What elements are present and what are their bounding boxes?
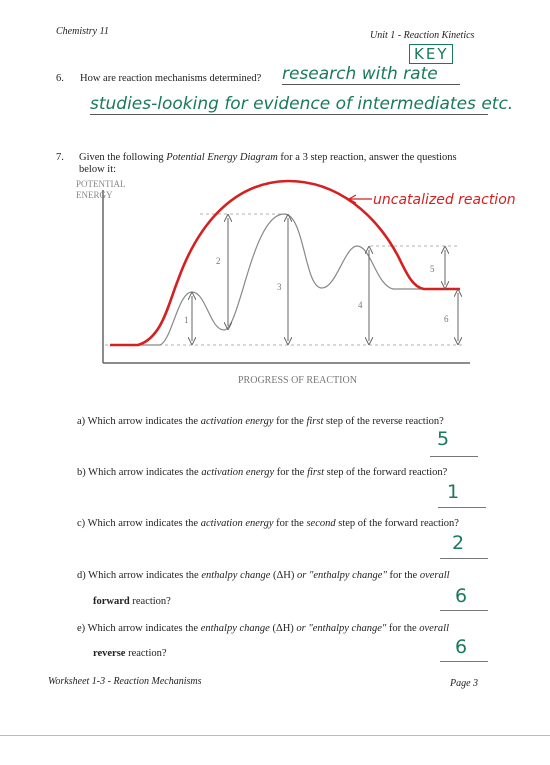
- question-c: [77, 518, 459, 529]
- key-stamp: KEY: [409, 44, 453, 64]
- question-e-line2: [93, 648, 167, 659]
- question-b-suffix: step of the forward reaction?: [324, 467, 448, 478]
- page-edge: [0, 735, 550, 736]
- question-e-suffix: for the: [386, 623, 420, 634]
- question-c-em2: second: [306, 518, 336, 529]
- answer-e-line: [440, 660, 488, 662]
- question-d-em3: overall: [419, 570, 450, 581]
- q7-number: 7.: [56, 152, 64, 163]
- q7-text-em: Potential Energy Diagram: [166, 152, 278, 163]
- y-axis-label-2: ENERGY: [76, 190, 113, 200]
- arrow-label-5: 5: [430, 264, 435, 274]
- x-axis-label: PROGRESS OF REACTION: [238, 375, 357, 386]
- question-d-line2: [93, 596, 171, 607]
- question-c-suffix: step of the forward reaction?: [335, 518, 459, 529]
- q7-text-pre: Given the following: [79, 152, 167, 163]
- question-e: [77, 623, 449, 634]
- answer-d: 6: [455, 585, 468, 607]
- q6-number: 6.: [56, 73, 64, 84]
- question-d-suffix: for the: [386, 570, 420, 581]
- arrow-label-6: 6: [444, 314, 449, 324]
- q7-text-post: for a 3 step reaction, answer the questions: [277, 152, 457, 163]
- uncat-label: uncatalized reaction: [373, 192, 516, 208]
- question-d-mid: (ΔH): [270, 570, 297, 581]
- question-e-em1: enthalpy change: [200, 623, 270, 634]
- footer-worksheet: Worksheet 1-3 - Reaction Mechanisms: [48, 676, 202, 687]
- question-d-line2-text: reaction?: [129, 596, 171, 607]
- answer-b-line: [438, 506, 486, 508]
- arrow-label-1: 1: [184, 315, 189, 325]
- question-b: [77, 467, 447, 478]
- question-c-prefix: c) Which arrow indicates the: [77, 518, 201, 529]
- question-e-prefix: e) Which arrow indicates the: [77, 623, 201, 634]
- question-d-em2: or "enthalpy change": [297, 570, 387, 581]
- question-d: [77, 570, 450, 581]
- question-a: [77, 416, 444, 427]
- question-b-em1: activation energy: [201, 467, 275, 478]
- y-axis-label-1: POTENTIAL: [76, 179, 126, 189]
- question-e-em3: overall: [419, 623, 449, 634]
- question-d-prefix: d) Which arrow indicates the: [77, 570, 202, 581]
- answer-a: 5: [437, 428, 450, 450]
- arrow-label-4: 4: [358, 300, 363, 310]
- question-b-em2: first: [307, 467, 324, 478]
- arrow-label-2: 2: [216, 256, 221, 266]
- question-d-em1: enthalpy change: [201, 570, 271, 581]
- question-a-mid: for the: [273, 416, 307, 427]
- question-a-prefix: a) Which arrow indicates the: [77, 416, 201, 427]
- question-a-suffix: step of the reverse reaction?: [323, 416, 444, 427]
- question-a-em2: first: [306, 416, 324, 427]
- question-b-mid: for the: [274, 467, 308, 478]
- answer-c: 2: [452, 532, 465, 554]
- footer-page: Page 3: [450, 678, 479, 689]
- answer-c-line: [440, 557, 488, 559]
- answer-d-line: [440, 609, 488, 611]
- question-e-bold: reverse: [93, 648, 126, 659]
- answer-b: 1: [447, 481, 460, 503]
- catalyzed-curve: [110, 214, 460, 345]
- q6-answer-line1: research with rate: [282, 64, 460, 85]
- question-d-bold: forward: [93, 596, 130, 607]
- question-c-em1: activation energy: [200, 518, 274, 529]
- q6-answer-line2: studies-looking for evidence of intermediates etc.: [90, 94, 514, 114]
- answer-e: 6: [455, 636, 468, 658]
- question-e-mid: (ΔH): [269, 623, 297, 634]
- arrow-label-3: 3: [277, 282, 282, 292]
- answer-a-line: [430, 455, 478, 457]
- header-unit: Unit 1 - Reaction Kinetics: [370, 30, 475, 41]
- question-e-line2-text: reaction?: [125, 648, 167, 659]
- question-c-mid: for the: [273, 518, 307, 529]
- header-course: Chemistry 11: [56, 26, 109, 37]
- q7-text-line2: below it:: [79, 164, 117, 175]
- question-b-prefix: b) Which arrow indicates the: [77, 467, 202, 478]
- question-e-em2: or "enthalpy change": [296, 623, 387, 634]
- question-a-em1: activation energy: [200, 416, 274, 427]
- q6-text: How are reaction mechanisms determined?: [80, 73, 262, 84]
